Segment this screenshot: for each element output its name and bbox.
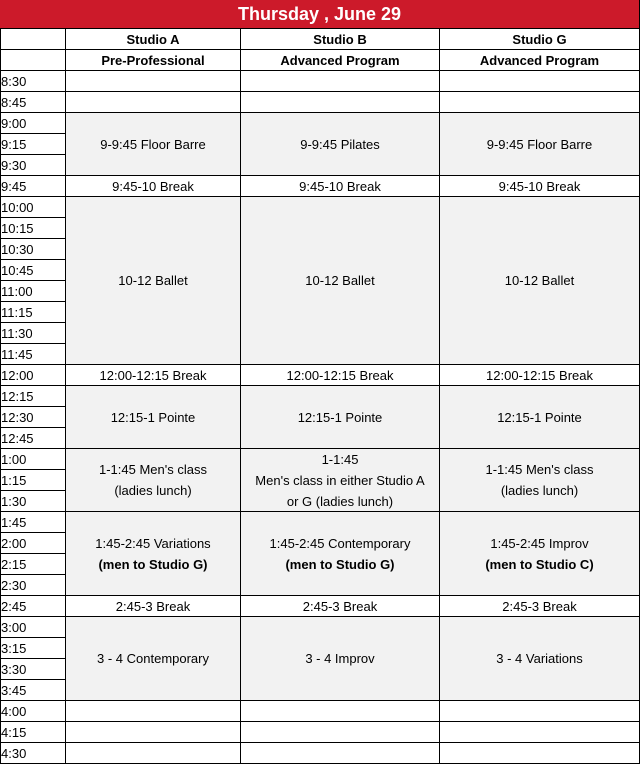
- block-break-245-b: 2:45-3 Break: [241, 596, 440, 617]
- empty-cell: [66, 701, 241, 722]
- block-floor-barre-g: 9-9:45 Floor Barre: [440, 113, 640, 176]
- empty-cell: [440, 701, 640, 722]
- table-row: [1, 197, 640, 218]
- studio-g-header: Studio G: [440, 29, 640, 50]
- time-label: 9:45: [1, 176, 66, 197]
- time-label: 11:00: [1, 281, 66, 302]
- block-note: (men to Studio G): [285, 556, 395, 572]
- block-contemporary-b: [241, 512, 440, 596]
- block-ballet-b: 10-12 Ballet: [241, 197, 440, 365]
- empty-cell: [440, 92, 640, 113]
- time-label: 12:30: [1, 407, 66, 428]
- block-ballet-g: 10-12 Ballet: [440, 197, 640, 365]
- empty-cell: [241, 71, 440, 92]
- block-variations-a: [66, 512, 241, 596]
- studio-a-header: Studio A: [66, 29, 241, 50]
- time-label: 9:00: [1, 113, 66, 134]
- time-label: 4:15: [1, 722, 66, 743]
- time-label: 8:45: [1, 92, 66, 113]
- time-label: 9:15: [1, 134, 66, 155]
- empty-cell: [66, 92, 241, 113]
- schedule-table: [0, 28, 640, 764]
- block-break-noon-g: 12:00-12:15 Break: [440, 365, 640, 386]
- program-b-header: Advanced Program: [241, 50, 440, 71]
- time-label: 3:45: [1, 680, 66, 701]
- time-label: 4:30: [1, 743, 66, 764]
- block-line: 1:45-2:45 Variations: [95, 535, 211, 551]
- block-pointe-a: 12:15-1 Pointe: [66, 386, 241, 449]
- time-label: 10:00: [1, 197, 66, 218]
- time-label: 11:15: [1, 302, 66, 323]
- time-label: 3:00: [1, 617, 66, 638]
- empty-cell: [66, 71, 241, 92]
- time-label: 1:00: [1, 449, 66, 470]
- table-row: [1, 722, 640, 743]
- block-break-a: 9:45-10 Break: [66, 176, 241, 197]
- block-line: 1:45-2:45 Contemporary: [269, 535, 411, 551]
- block-break-b: 9:45-10 Break: [241, 176, 440, 197]
- empty-cell: [440, 722, 640, 743]
- table-row: [1, 596, 640, 617]
- empty-cell: [440, 71, 640, 92]
- time-label: 2:00: [1, 533, 66, 554]
- block-pilates-b: 9-9:45 Pilates: [241, 113, 440, 176]
- table-row: [1, 71, 640, 92]
- block-line: 1:45-2:45 Improv: [490, 535, 589, 551]
- block-contemporary-a: 3 - 4 Contemporary: [66, 617, 241, 701]
- time-label: 2:45: [1, 596, 66, 617]
- header-corner: [1, 29, 66, 50]
- time-label: 10:45: [1, 260, 66, 281]
- table-row: [1, 365, 640, 386]
- time-label: 10:15: [1, 218, 66, 239]
- block-line: Men's class in either Studio A: [255, 472, 425, 488]
- block-line: or G (ladies lunch): [286, 493, 394, 509]
- studio-b-header: Studio B: [241, 29, 440, 50]
- block-pointe-b: 12:15-1 Pointe: [241, 386, 440, 449]
- time-label: 3:15: [1, 638, 66, 659]
- table-row: [1, 743, 640, 764]
- table-row: [1, 386, 640, 407]
- time-label: 1:15: [1, 470, 66, 491]
- block-break-noon-a: 12:00-12:15 Break: [66, 365, 241, 386]
- block-break-g: 9:45-10 Break: [440, 176, 640, 197]
- block-ballet-a: 10-12 Ballet: [66, 197, 241, 365]
- schedule-title: Thursday , June 29: [0, 0, 640, 28]
- block-note: (men to Studio G): [98, 556, 208, 572]
- empty-cell: [66, 743, 241, 764]
- time-label: 3:30: [1, 659, 66, 680]
- time-label: 2:30: [1, 575, 66, 596]
- block-line: 1-1:45 Men's class: [485, 462, 594, 477]
- block-line: (ladies lunch): [114, 483, 192, 498]
- time-label: 4:00: [1, 701, 66, 722]
- time-label: 1:30: [1, 491, 66, 512]
- empty-cell: [241, 701, 440, 722]
- table-row: [1, 92, 640, 113]
- time-label: 11:45: [1, 344, 66, 365]
- block-pointe-g: 12:15-1 Pointe: [440, 386, 640, 449]
- header-corner-2: [1, 50, 66, 71]
- table-row: [1, 617, 640, 638]
- block-break-245-g: 2:45-3 Break: [440, 596, 640, 617]
- block-break-noon-b: 12:00-12:15 Break: [241, 365, 440, 386]
- program-g-header: Advanced Program: [440, 50, 640, 71]
- header-row-programs: [1, 50, 640, 71]
- time-label: 10:30: [1, 239, 66, 260]
- header-row-studios: [1, 29, 640, 50]
- empty-cell: [440, 743, 640, 764]
- empty-cell: [241, 722, 440, 743]
- block-line: (ladies lunch): [500, 483, 579, 498]
- block-floor-barre-a: 9-9:45 Floor Barre: [66, 113, 241, 176]
- time-label: 2:15: [1, 554, 66, 575]
- block-break-245-a: 2:45-3 Break: [66, 596, 241, 617]
- program-a-header: Pre-Professional: [66, 50, 241, 71]
- time-label: 12:15: [1, 386, 66, 407]
- table-row: [1, 113, 640, 134]
- block-improv-g: [440, 512, 640, 596]
- time-label: 12:45: [1, 428, 66, 449]
- time-label: 1:45: [1, 512, 66, 533]
- table-row: [1, 701, 640, 722]
- block-note: (men to Studio C): [485, 556, 594, 572]
- table-row: [1, 512, 640, 533]
- block-line: 1-1:45 Men's class: [99, 462, 207, 477]
- block-mens-class-g: [440, 449, 640, 512]
- block-mens-class-b: [241, 449, 440, 512]
- empty-cell: [241, 743, 440, 764]
- block-line: 1-1:45: [321, 451, 359, 467]
- block-variations-g: 3 - 4 Variations: [440, 617, 640, 701]
- block-improv-b: 3 - 4 Improv: [241, 617, 440, 701]
- time-label: 11:30: [1, 323, 66, 344]
- table-row: [1, 449, 640, 470]
- time-label: 8:30: [1, 71, 66, 92]
- table-row: [1, 176, 640, 197]
- time-label: 9:30: [1, 155, 66, 176]
- block-mens-class-a: [66, 449, 241, 512]
- empty-cell: [66, 722, 241, 743]
- empty-cell: [241, 92, 440, 113]
- time-label: 12:00: [1, 365, 66, 386]
